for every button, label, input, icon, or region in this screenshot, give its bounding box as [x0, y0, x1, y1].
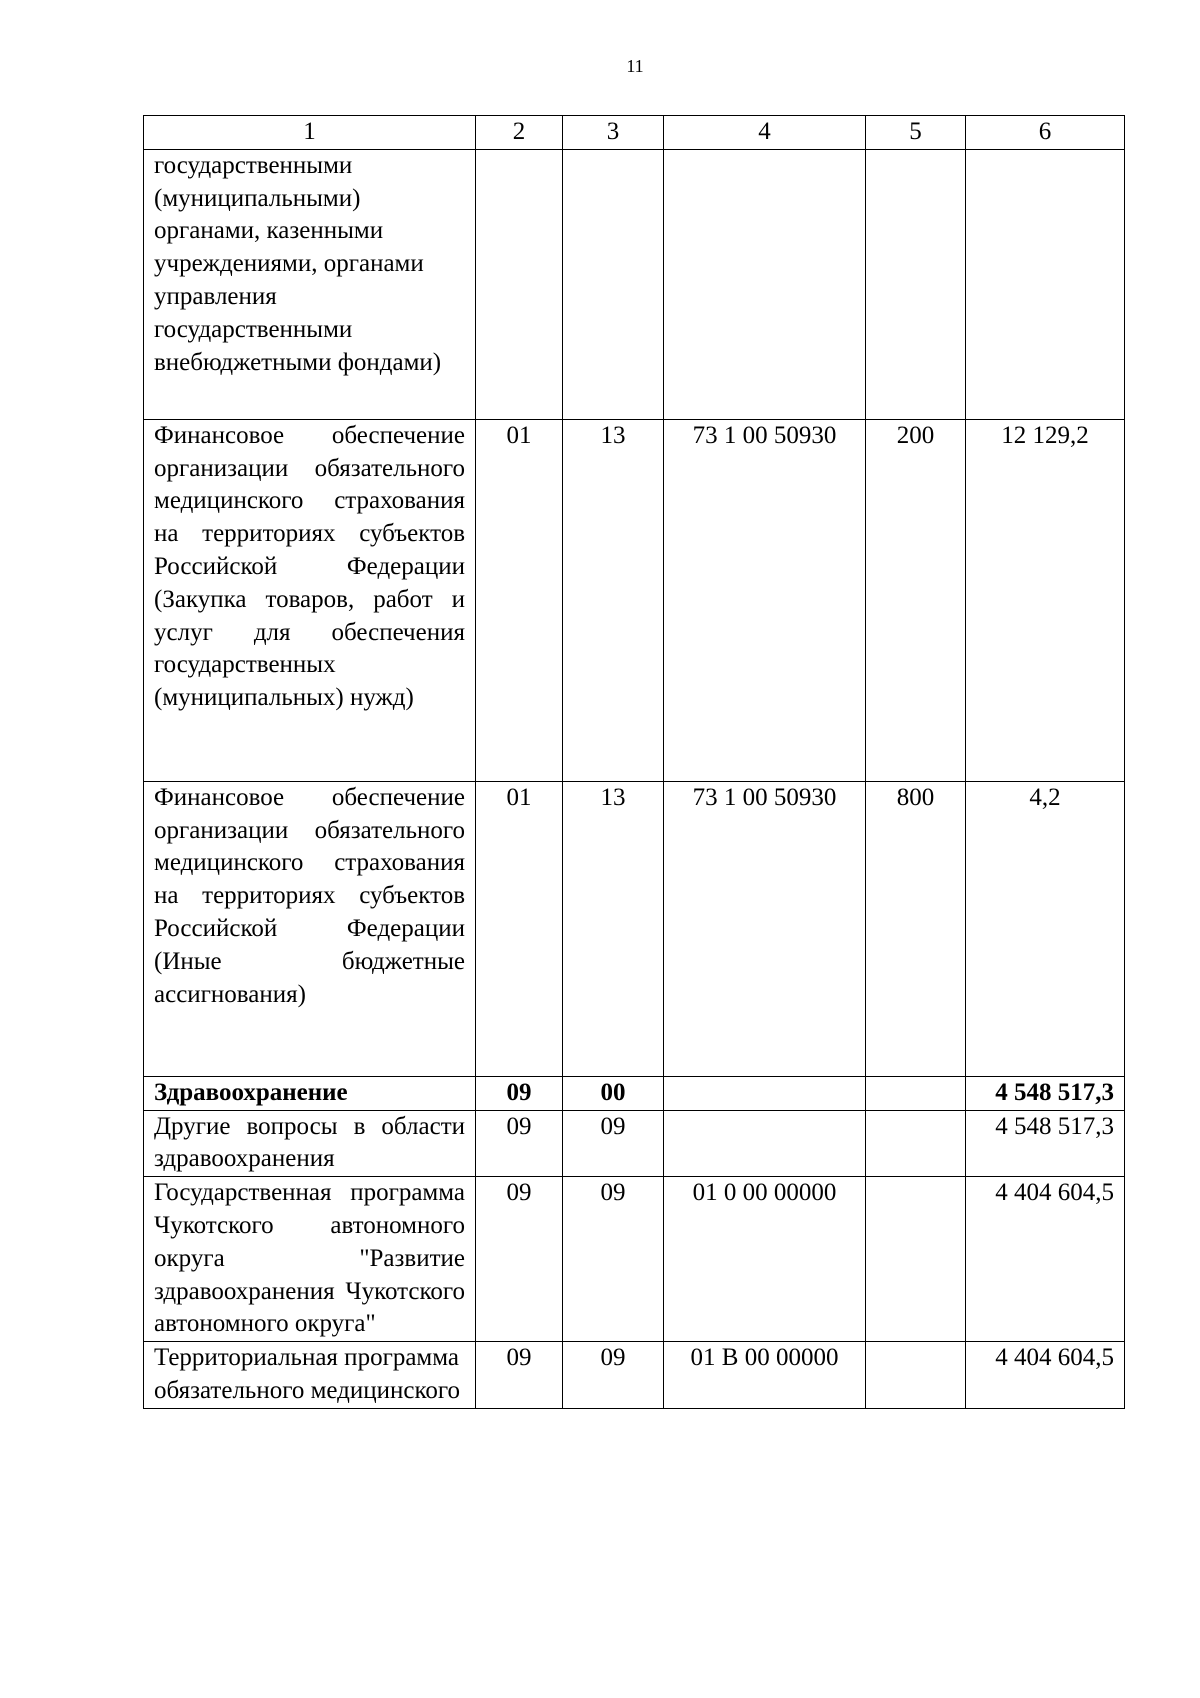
- row-name: Финансовое обеспечение организации обязательного медицинского страхования на территориях субъектов Российской Федерации (Закупка товаров, работ и услуг для обеспечения государственных (муниципальных) нужд): [144, 419, 476, 781]
- row-name: Территориальная программа обязательного медицинского: [144, 1342, 476, 1409]
- table-row: [144, 1110, 1125, 1177]
- header-col-2: 2: [476, 116, 563, 150]
- row-csr: [664, 1076, 866, 1110]
- row-sum: [966, 149, 1125, 419]
- header-col-4: 4: [664, 116, 866, 150]
- row-sum: 12 129,2: [966, 419, 1125, 781]
- row-rz: 09: [476, 1076, 563, 1110]
- header-col-3: 3: [563, 116, 664, 150]
- row-csr: 01 В 00 00000: [664, 1342, 866, 1409]
- row-pr: 00: [563, 1076, 664, 1110]
- row-name: Государственная программа Чукотского автономного округа "Развитие здравоохранения Чукотского автономного округа": [144, 1177, 476, 1342]
- row-rz: 01: [476, 781, 563, 1076]
- row-vr: 800: [866, 781, 966, 1076]
- header-col-1: 1: [144, 116, 476, 150]
- row-rz: 09: [476, 1110, 563, 1177]
- table-row: [144, 1342, 1125, 1409]
- row-vr: [866, 1342, 966, 1409]
- row-name: Здравоохранение: [144, 1076, 476, 1110]
- row-name: государственными (муниципальными) органами, казенными учреждениями, органами управления государственными внебюджетными фондами): [144, 149, 476, 419]
- header-col-5: 5: [866, 116, 966, 150]
- row-csr: 73 1 00 50930: [664, 419, 866, 781]
- row-vr: [866, 149, 966, 419]
- budget-table: [143, 115, 1125, 1409]
- table-row-section: [144, 1076, 1125, 1110]
- row-sum: 4,2: [966, 781, 1125, 1076]
- table-row: [144, 419, 1125, 781]
- row-sum: 4 548 517,3: [966, 1110, 1125, 1177]
- row-sum: 4 404 604,5: [966, 1342, 1125, 1409]
- row-vr: [866, 1110, 966, 1177]
- table-row: [144, 149, 1125, 419]
- row-rz: 09: [476, 1177, 563, 1342]
- row-vr: [866, 1177, 966, 1342]
- row-pr: 09: [563, 1110, 664, 1177]
- table-row: [144, 781, 1125, 1076]
- row-csr: 01 0 00 00000: [664, 1177, 866, 1342]
- table-row: [144, 1177, 1125, 1342]
- row-rz: [476, 149, 563, 419]
- row-vr: [866, 1076, 966, 1110]
- row-csr: [664, 1110, 866, 1177]
- row-pr: [563, 149, 664, 419]
- row-pr: 13: [563, 419, 664, 781]
- table-header-row: [144, 116, 1125, 150]
- row-rz: 09: [476, 1342, 563, 1409]
- row-pr: 09: [563, 1342, 664, 1409]
- row-vr: 200: [866, 419, 966, 781]
- row-rz: 01: [476, 419, 563, 781]
- row-pr: 13: [563, 781, 664, 1076]
- row-csr: [664, 149, 866, 419]
- header-col-6: 6: [966, 116, 1125, 150]
- page-number: 11: [626, 56, 644, 76]
- row-sum: 4 548 517,3: [966, 1076, 1125, 1110]
- row-csr: 73 1 00 50930: [664, 781, 866, 1076]
- row-name: Финансовое обеспечение организации обязательного медицинского страхования на территориях субъектов Российской Федерации (Иные бюджетные ассигнования): [144, 781, 476, 1076]
- row-sum: 4 404 604,5: [966, 1177, 1125, 1342]
- row-pr: 09: [563, 1177, 664, 1342]
- row-name: Другие вопросы в области здравоохранения: [144, 1110, 476, 1177]
